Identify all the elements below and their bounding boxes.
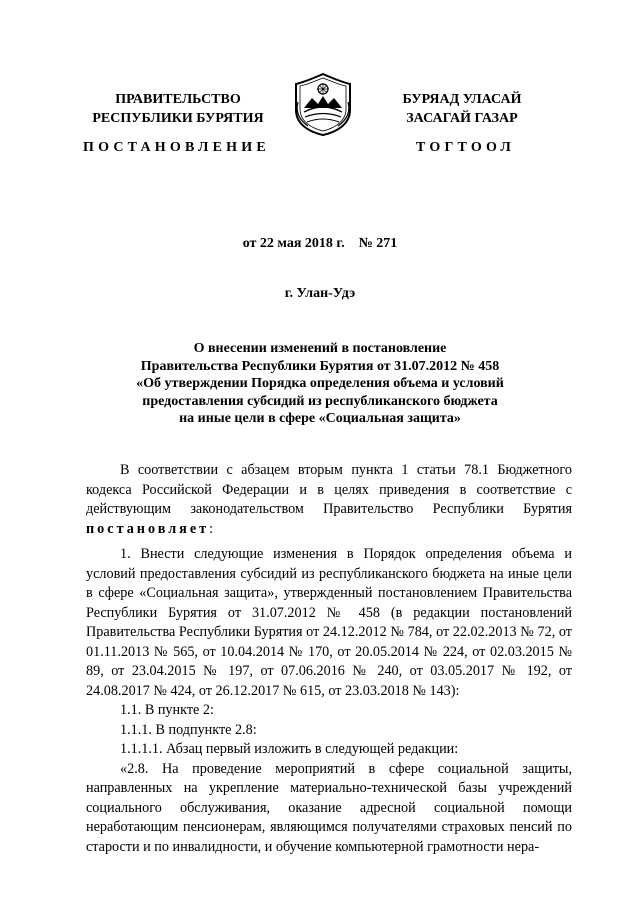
- title-line: О внесении изменений в постановление: [193, 341, 447, 356]
- document-title: [0, 340, 640, 428]
- paragraph: 1. Внести следующие изменения в Порядок определения объема и условий предоставления субсидий из республиканского бюджета на иные цели в сфере «Социальная защита», утвержденный постановлением Правительства Республики Бурятия от 31.07.2012 № 458 (в редакции постановлений Правительства Республики Бурятия от 24.12.2012 № 784, от 22.02.2013 № 72, от 01.11.2013 № 565, от 10.04.2014 № 170, от 20.05.2014 № 224, от 02.03.2015 № 89, от 23.04.2015 № 197, от 07.06.2016 № 240, от 03.05.2017 № 192, от 24.08.2017 № 424, от 26.12.2017 № 615, от 23.03.2018 № 143):: [86, 546, 572, 699]
- issuer-line: РЕСПУБЛИКИ БУРЯТИЯ: [92, 111, 264, 126]
- document-type-russian: ПОСТАНОВЛЕНИЕ: [83, 140, 270, 155]
- issuer-name-russian: [84, 90, 272, 128]
- city: г. Улан-Удэ: [284, 286, 356, 301]
- paragraph: 1.1.1. В подпункте 2.8:: [120, 721, 257, 738]
- decree-word: постановляет: [86, 520, 210, 537]
- coat-of-arms-icon: [292, 72, 354, 136]
- title-line: «Об утверждении Порядка определения объема и условий: [136, 376, 504, 391]
- preamble-tail: :: [209, 520, 214, 537]
- body-text: [86, 545, 572, 857]
- paragraph: 1.1. В пункте 2:: [120, 702, 214, 718]
- paragraph: «2.8. На проведение мероприятий в сфере социальной защиты, направленных на укрепление материально-технической базы учреждений социального обслуживания, оказание адресной социальной помощи неработающим пенсионерам, являющимся получателями страховых пенсий по старости и по инвалидности, и обучение компьютерной грамотности нера-: [86, 760, 572, 855]
- issuer-name-buryat: [388, 90, 536, 128]
- title-line: на иные цели в сфере «Социальная защита»: [179, 411, 461, 426]
- title-line: Правительства Республики Бурятия от 31.07.2012 № 458: [140, 358, 500, 374]
- preamble: [86, 461, 572, 539]
- issuer-line: ПРАВИТЕЛЬСТВО: [115, 92, 241, 107]
- preamble-text: В соответствии с абзацем вторым пункта 1 статьи 78.1 Бюджетного кодекса Российской Федерации и в целях приведения в соответствие с действующим законодательством Правительство Республики Бурятия: [86, 462, 572, 517]
- issuer-line: БУРЯАД УЛАСАЙ: [402, 92, 522, 107]
- paragraph: 1.1.1.1. Абзац первый изложить в следующей редакции:: [120, 741, 459, 757]
- document-type-buryat: ТОГТООЛ: [416, 140, 516, 155]
- issuer-line: ЗАСАГАЙ ГАЗАР: [406, 111, 518, 126]
- title-line: предоставления субсидий из республиканского бюджета: [142, 393, 498, 409]
- date-and-number: от 22 мая 2018 г. № 271: [242, 236, 398, 251]
